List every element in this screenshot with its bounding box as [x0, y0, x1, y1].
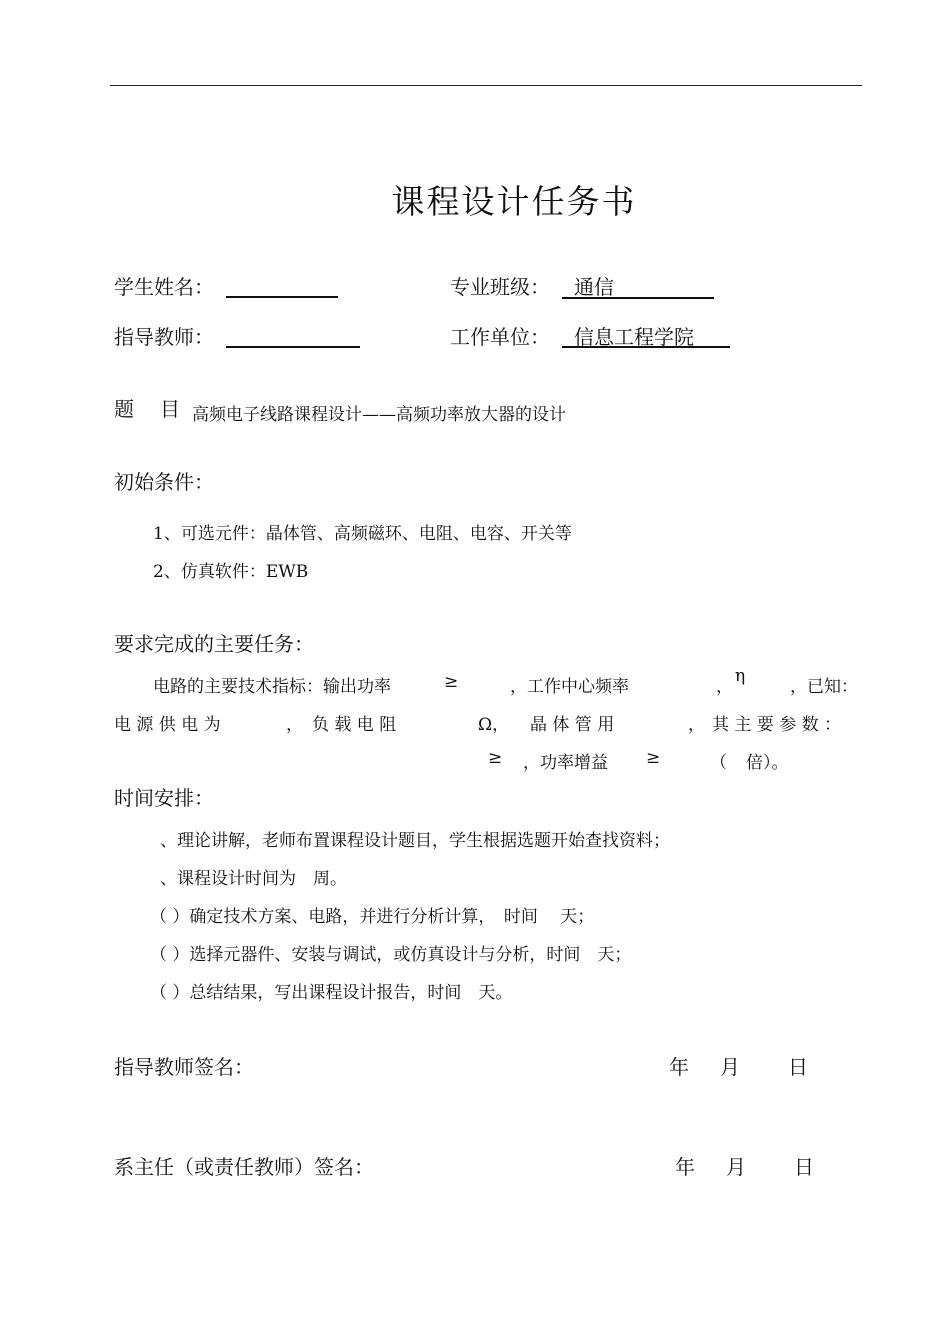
req-line2-a: 电 源 供 电 为 [114, 715, 221, 735]
req-line2-d: Ω， [478, 715, 510, 735]
major-class-field[interactable] [562, 297, 714, 299]
head-sign-day: 日 [794, 1155, 814, 1179]
req-line3-e: 倍）。 [746, 753, 789, 773]
schedule-item: （ ）确定技术方案、电路，并进行分析计算， 时间 天； [150, 907, 595, 927]
advisor-label: 指导教师： [114, 325, 214, 349]
topic-label-2: 目 [160, 397, 180, 421]
requirements-heading: 要求完成的主要任务： [114, 632, 314, 656]
req-line3-b: ，功率增益 [523, 753, 608, 773]
req-line1-a: 电路的主要技术指标：输出功率 [153, 677, 391, 697]
req-line2-f: ， [688, 715, 705, 735]
head-sign-year: 年 [675, 1155, 695, 1179]
major-class-label: 专业班级： [450, 275, 550, 299]
head-sign-label: 系主任（或责任教师）签名： [114, 1155, 374, 1179]
student-name-label: 学生姓名： [114, 275, 214, 299]
work-unit-label: 工作单位： [450, 325, 550, 349]
req-line2-b: ， [286, 715, 303, 735]
req-line3-ge2: ≥ [646, 748, 661, 768]
topic-label-1: 题 [114, 397, 134, 421]
work-unit-value: 信息工程学院 [574, 325, 694, 349]
req-line2-g: 其 主 要 参 数 ： [712, 715, 842, 735]
condition-item: 1、可选元件：晶体管、高频磁环、电阻、电容、开关等 [153, 524, 572, 544]
schedule-item: （ ）选择元器件、安装与调试，或仿真设计与分析，时间 天； [150, 945, 632, 965]
topic-value: 高频电子线路课程设计——高频功率放大器的设计 [192, 405, 566, 425]
schedule-item: 、课程设计时间为 周。 [160, 869, 347, 889]
header-rule [110, 85, 862, 86]
advisor-sign-year: 年 [669, 1055, 689, 1079]
req-line1-eta: η [735, 666, 746, 686]
req-line3-d: （ [710, 753, 727, 773]
major-class-value: 通信 [574, 275, 614, 299]
work-unit-field[interactable] [562, 346, 730, 348]
initial-conditions-heading: 初始条件： [114, 470, 214, 494]
advisor-sign-day: 日 [788, 1055, 808, 1079]
req-line1-d: ， [716, 677, 733, 697]
schedule-item: （ ）总结结果，写出课程设计报告，时间 天。 [150, 983, 513, 1003]
advisor-sign-label: 指导教师签名： [114, 1055, 254, 1079]
req-line1-ge: ≥ [444, 672, 459, 692]
req-line2-e: 晶 体 管 用 [530, 715, 615, 735]
head-sign-month: 月 [726, 1155, 746, 1179]
schedule-heading: 时间安排： [114, 786, 214, 810]
advisor-sign-month: 月 [720, 1055, 740, 1079]
req-line2-c: 负 载 电 阻 [312, 715, 397, 735]
req-line1-c: ，工作中心频率 [510, 677, 629, 697]
student-name-field[interactable] [226, 296, 338, 298]
document-title: 课程设计任务书 [391, 182, 637, 221]
advisor-field[interactable] [226, 346, 360, 348]
condition-item: 2、仿真软件：EWB [153, 562, 309, 582]
req-line1-e: ，已知： [790, 677, 858, 697]
req-line3-ge1: ≥ [488, 748, 503, 768]
schedule-item: 、理论讲解，老师布置课程设计题目，学生根据选题开始查找资料； [160, 831, 670, 851]
